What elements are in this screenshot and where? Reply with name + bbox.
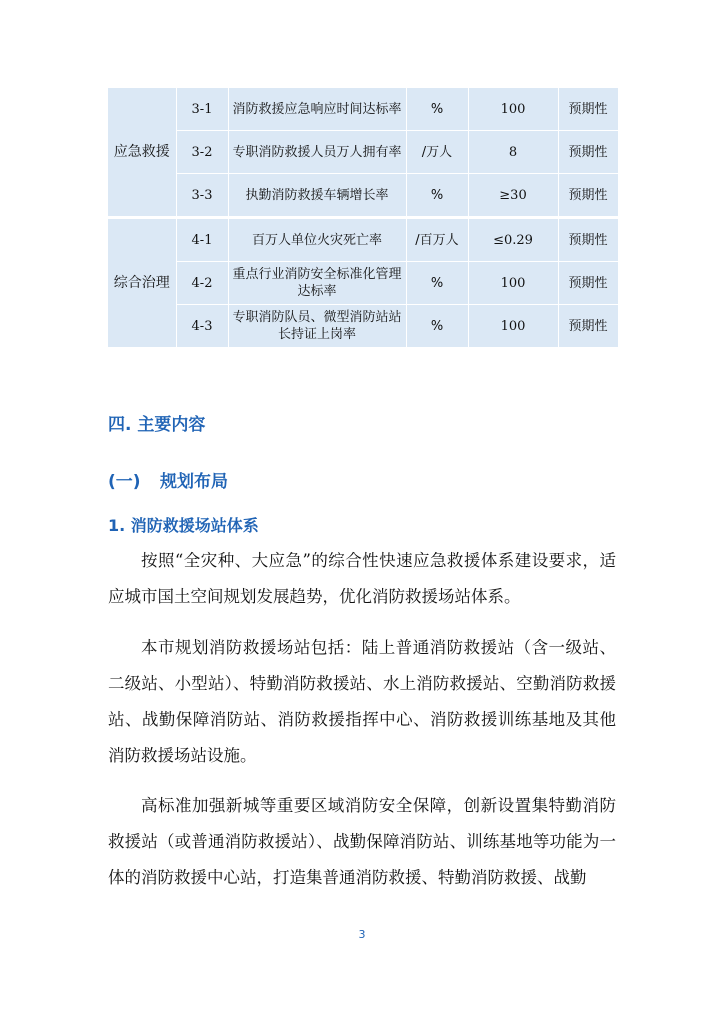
table-row	[108, 218, 618, 262]
target-cell: ≥30	[468, 174, 558, 218]
category-cell: 综合治理	[108, 218, 176, 348]
type-cell: 预期性	[558, 88, 618, 131]
code-cell: 4-2	[176, 262, 228, 305]
table-row	[108, 174, 618, 218]
subsection-title: 规划布局	[160, 472, 228, 492]
subsection-heading	[108, 467, 228, 492]
table-row	[108, 262, 618, 305]
unit-cell: %	[406, 88, 468, 131]
name-cell: 专职消防救援人员万人拥有率	[228, 131, 406, 174]
type-cell: 预期性	[558, 262, 618, 305]
unit-cell: %	[406, 305, 468, 348]
unit-cell: /百万人	[406, 218, 468, 262]
name-cell: 执勤消防救援车辆增长率	[228, 174, 406, 218]
code-cell: 3-2	[176, 131, 228, 174]
name-cell: 百万人单位火灾死亡率	[228, 218, 406, 262]
section-heading: 四. 主要内容	[108, 415, 206, 435]
unit-cell: %	[406, 262, 468, 305]
table-row	[108, 131, 618, 174]
type-cell: 预期性	[558, 305, 618, 348]
type-cell: 预期性	[558, 218, 618, 262]
target-cell: 8	[468, 131, 558, 174]
subsubsection-heading: 1. 消防救援场站体系	[108, 516, 259, 535]
paragraph: 按照“全灾种、大应急”的综合性快速应急救援体系建设要求，适应城市国土空间规划发展趋势，优化消防救援场站体系。	[108, 551, 616, 606]
paragraph: 高标准加强新城等重要区域消防安全保障，创新设置集特勤消防救援站（或普通消防救援站）、战勤保障消防站、训练基地等功能为一体的消防救援中心站，打造集普通消防救援、特勤消防救援、战勤	[108, 796, 616, 887]
target-cell: 100	[468, 305, 558, 348]
table-row	[108, 305, 618, 348]
target-cell: ≤0.29	[468, 218, 558, 262]
name-cell: 重点行业消防安全标准化管理达标率	[228, 262, 406, 305]
code-cell: 4-1	[176, 218, 228, 262]
subsection-number: (一)	[108, 472, 141, 492]
type-cell: 预期性	[558, 174, 618, 218]
indicator-table	[108, 88, 619, 348]
page-number: 3	[358, 928, 366, 941]
target-cell: 100	[468, 262, 558, 305]
target-cell: 100	[468, 88, 558, 131]
code-cell: 3-1	[176, 88, 228, 131]
category-cell: 应急救援	[108, 88, 176, 218]
name-cell: 专职消防队员、微型消防站站长持证上岗率	[228, 305, 406, 348]
paragraph: 本市规划消防救援场站包括：陆上普通消防救援站（含一级站、二级站、小型站）、特勤消防救援站、水上消防救援站、空勤消防救援站、战勤保障消防站、消防救援指挥中心、消防救援训练基地及其他消防救援场站设施。	[108, 638, 616, 765]
unit-cell: /万人	[406, 131, 468, 174]
unit-cell: %	[406, 174, 468, 218]
code-cell: 4-3	[176, 305, 228, 348]
name-cell: 消防救援应急响应时间达标率	[228, 88, 406, 131]
code-cell: 3-3	[176, 174, 228, 218]
type-cell: 预期性	[558, 131, 618, 174]
table-row	[108, 88, 618, 131]
